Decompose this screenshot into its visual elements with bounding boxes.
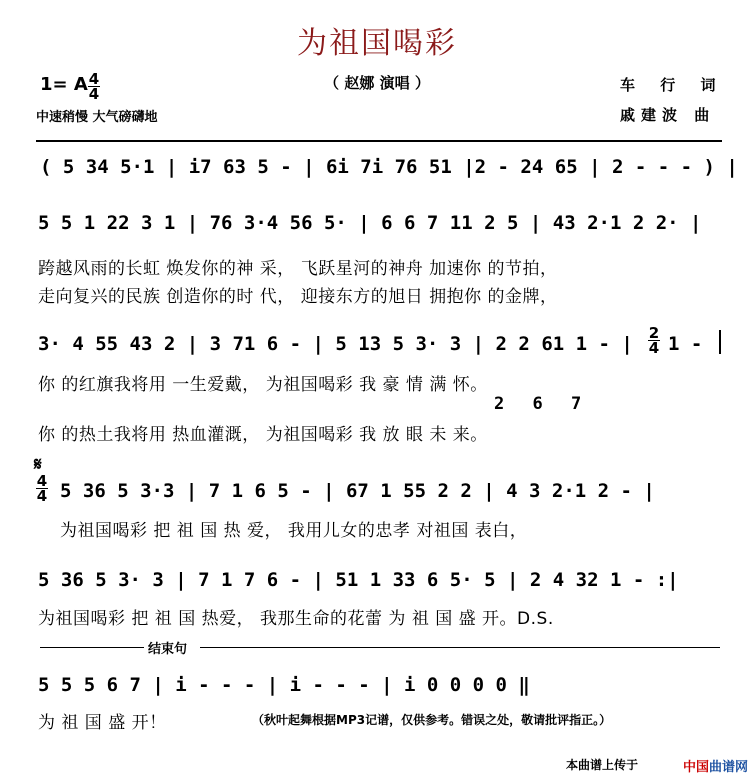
segno-sign: 𝄋 <box>34 454 42 475</box>
line5-lyric: 为 祖 国 盛 开！ <box>38 713 167 733</box>
line1-lyric-verse2: 走向复兴的民族 创造你的时 代， 迎接东方的旭日 拥抱你 的金牌， <box>38 287 558 307</box>
line1-notes: 5 5 1 22 3 1 | 76 3·4 56 5· | 6 6 7 11 2 5 | 43 2·1 2 2· | <box>38 212 702 234</box>
song-title: 为祖国喝彩 <box>297 26 457 61</box>
time-signature-line3-bottom: 4 <box>36 487 48 505</box>
time-signature-top: 4 <box>88 70 100 88</box>
staff-rule <box>36 140 722 142</box>
time-signature-bottom: 4 <box>88 85 100 103</box>
time-signature <box>88 72 100 101</box>
intro-notes: ( 5 34 5·1 | i7 63 5 - | 6i 7i 76 51 |2 - 24 65 | 2 - - - ) | <box>40 156 738 178</box>
line3-lyric: 为祖国喝彩 把 祖 国 热 爱， 我用儿女的忠孝 对祖国 表白， <box>60 521 528 541</box>
line2-notes: 3· 4 55 43 2 | 3 71 6 - | 5 13 5 3· 3 | 2 2 61 1 - | <box>38 333 633 355</box>
site-logo-part1: 中国 <box>682 760 709 775</box>
line4-notes: 5 36 5 3· 3 | 7 1 7 6 - | 51 1 33 6 5· 5 | 2 4 32 1 - :| <box>38 569 679 591</box>
composer-credit: 戚建波 曲 <box>620 106 716 124</box>
key-signature: 1= A <box>40 74 88 95</box>
site-logo[interactable] <box>683 756 748 775</box>
line4-lyric: 为祖国喝彩 把 祖 国 热爱， 我那生命的花蕾 为 祖 国 盛 开。D.S. <box>38 609 554 629</box>
time-signature-change-bottom: 4 <box>648 339 660 357</box>
ending-rule-left <box>40 647 144 648</box>
lyricist-credit: 车 行 词 <box>620 76 726 94</box>
transcriber-note: （秋叶起舞根据MP3记谱，仅供参考。错误之处，敬请批评指正。） <box>252 713 612 727</box>
line3-notes: 5 36 5 3·3 | 7 1 6 5 - | 67 1 55 2 2 | 4 3 2·1 2 - | <box>60 480 655 502</box>
ending-rule-right <box>200 647 720 648</box>
ending-label: 结束句 <box>148 642 188 657</box>
barline <box>719 330 721 354</box>
time-signature-change-top: 2 <box>648 324 660 342</box>
line2-end-note: 1 - <box>668 333 703 355</box>
upload-note: 本曲谱上传于 <box>566 758 639 772</box>
time-signature-line3-top: 4 <box>36 472 48 490</box>
tempo-marking: 中速稍慢 大气磅礴地 <box>36 110 158 125</box>
time-signature-line3 <box>36 474 48 503</box>
line1-lyric-verse1: 跨越风雨的长虹 焕发你的神 采， 飞跃星河的神舟 加速你 的节拍， <box>38 259 558 279</box>
line5-notes: 5 5 5 6 7 | i - - - | i - - - | i 0 0 0 0 ‖ <box>38 674 530 696</box>
site-logo-part2: 曲谱网 <box>708 760 748 775</box>
time-signature-change <box>648 326 660 355</box>
line2-harmony-notes: 2 6 7 <box>494 394 582 414</box>
singer-credit: （ 赵娜 演唱 ） <box>324 74 430 92</box>
line2-lyric-verse2: 你 的热土我将用 热血灌溉， 为祖国喝彩 我 放 眼 未 来。 <box>38 425 488 445</box>
line2-lyric-verse1: 你 的红旗我将用 一生爱戴， 为祖国喝彩 我 豪 情 满 怀。 <box>38 375 488 395</box>
